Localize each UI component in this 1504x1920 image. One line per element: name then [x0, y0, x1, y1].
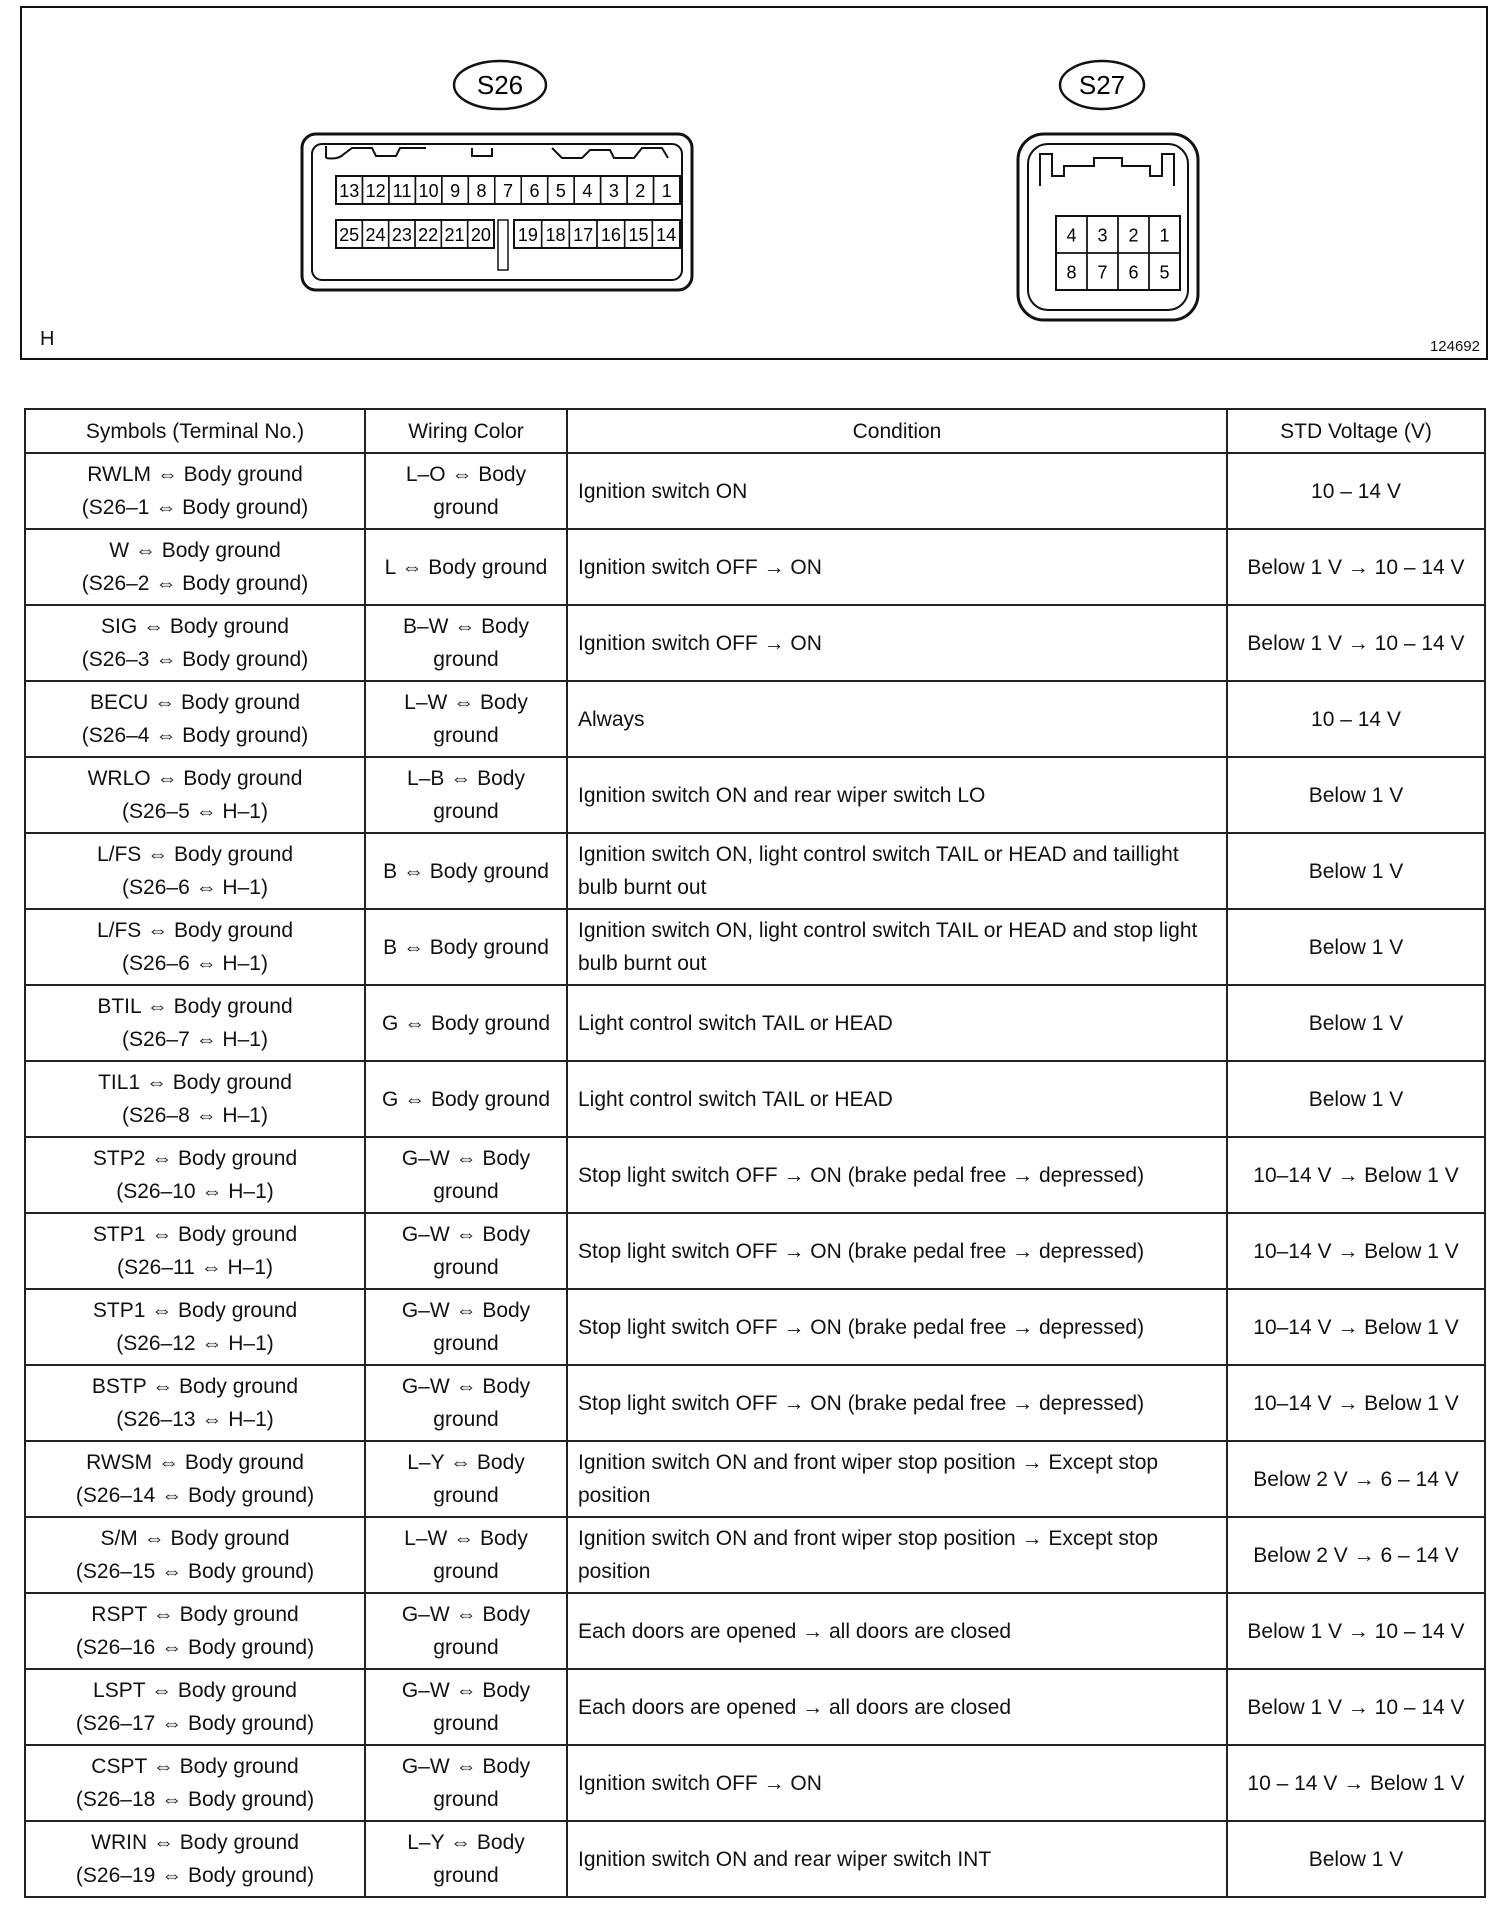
table-row: [25, 1745, 1485, 1821]
s26-pin: 7: [502, 181, 514, 201]
s27-pin: 5: [1159, 262, 1170, 283]
symbol-pair: STP2 ⇔ Body ground: [92, 1147, 298, 1170]
connector-drawing: [22, 8, 1486, 358]
symbols-cell: [25, 1669, 365, 1745]
wiring-color-line2: ground: [433, 1636, 499, 1659]
condition-cell: Ignition switch ON and front wiper stop position → Except stop position: [567, 1441, 1227, 1517]
s26-pin: 16: [600, 225, 621, 245]
symbols-cell: [25, 909, 365, 985]
std-voltage-cell: 10–14 V → Below 1 V: [1227, 1365, 1485, 1441]
condition-cell: Ignition switch ON and rear wiper switch INT: [567, 1821, 1227, 1897]
table-row: [25, 1137, 1485, 1213]
std-voltage-cell: Below 1 V: [1227, 757, 1485, 833]
condition-cell: Ignition switch ON and front wiper stop position → Except stop position: [567, 1517, 1227, 1593]
wiring-color-line1: G–W ⇔ Body: [401, 1375, 531, 1398]
s27-pin: 8: [1066, 262, 1077, 283]
wiring-color-line2: ground: [433, 496, 499, 519]
table-row: [25, 757, 1485, 833]
symbols-cell: [25, 1745, 365, 1821]
s26-pin: 1: [661, 181, 672, 201]
wiring-color-line1: B ⇔ Body ground: [383, 935, 549, 959]
s26-pin: 8: [476, 181, 487, 201]
s26-pin: 21: [444, 225, 465, 245]
symbol-pair: BECU ⇔ Body ground: [89, 691, 301, 714]
header-wiring-color: Wiring Color: [365, 409, 567, 453]
symbols-cell: [25, 1517, 365, 1593]
std-voltage-cell: Below 1 V → 10 – 14 V: [1227, 1669, 1485, 1745]
terminal-pair: (S26–16 ⇔ Body ground): [75, 1636, 315, 1659]
symbol-pair: L/FS ⇔ Body ground: [96, 843, 294, 866]
wiring-color-cell: [365, 1441, 567, 1517]
s27-label: S27: [1078, 70, 1126, 100]
table-row: [25, 1213, 1485, 1289]
condition-cell: Each doors are opened → all doors are closed: [567, 1669, 1227, 1745]
symbols-cell: [25, 681, 365, 757]
wiring-color-line1: L–Y ⇔ Body: [407, 1831, 525, 1854]
wiring-color-line2: ground: [433, 1256, 499, 1279]
s26-pin: 25: [339, 225, 360, 245]
condition-cell: Stop light switch OFF → ON (brake pedal free → depressed): [567, 1137, 1227, 1213]
symbols-cell: [25, 833, 365, 909]
wiring-color-line2: ground: [433, 1332, 499, 1355]
std-voltage-cell: 10 – 14 V: [1227, 453, 1485, 529]
wiring-color-cell: [365, 1137, 567, 1213]
table-row: [25, 529, 1485, 605]
table-body: [25, 453, 1485, 1897]
symbols-cell: [25, 1213, 365, 1289]
s26-connector: [302, 134, 692, 290]
header-symbols: Symbols (Terminal No.): [25, 409, 365, 453]
terminal-pair: (S26–10 ⇔ H–1): [116, 1180, 274, 1203]
std-voltage-cell: Below 1 V: [1227, 1061, 1485, 1137]
wiring-color-line1: L–W ⇔ Body: [404, 1527, 528, 1550]
wiring-color-line2: ground: [433, 1180, 499, 1203]
wiring-color-cell: [365, 1365, 567, 1441]
condition-cell: Stop light switch OFF → ON (brake pedal free → depressed): [567, 1365, 1227, 1441]
s27-pin: 7: [1097, 262, 1108, 283]
wiring-color-cell: [365, 833, 567, 909]
symbol-pair: BSTP ⇔ Body ground: [91, 1375, 299, 1398]
terminal-pair: (S26–14 ⇔ Body ground): [75, 1484, 315, 1507]
voltage-spec-table: [24, 408, 1486, 1898]
symbols-cell: [25, 1365, 365, 1441]
symbol-pair: RSPT ⇔ Body ground: [91, 1603, 299, 1626]
s26-pin: 14: [656, 225, 677, 245]
condition-cell: Each doors are opened → all doors are closed: [567, 1593, 1227, 1669]
terminal-pair: (S26–11 ⇔ H–1): [116, 1256, 274, 1279]
s26-pin: 24: [365, 225, 386, 245]
wiring-color-cell: [365, 681, 567, 757]
table-row: [25, 1441, 1485, 1517]
std-voltage-cell: Below 1 V: [1227, 1821, 1485, 1897]
wiring-color-line2: ground: [433, 1788, 499, 1811]
s26-pin: 19: [517, 225, 538, 245]
s26-pin: 18: [545, 225, 566, 245]
s26-pin: 9: [450, 181, 461, 201]
symbols-cell: [25, 1821, 365, 1897]
wiring-color-line2: ground: [433, 724, 499, 747]
table-header-row: [25, 409, 1485, 453]
wiring-color-line1: G–W ⇔ Body: [401, 1299, 531, 1322]
wiring-color-cell: [365, 453, 567, 529]
symbols-cell: [25, 1289, 365, 1365]
symbols-cell: [25, 1061, 365, 1137]
wiring-color-line2: ground: [433, 1560, 499, 1583]
wiring-color-cell: [365, 757, 567, 833]
header-condition: Condition: [567, 409, 1227, 453]
wiring-color-cell: [365, 1669, 567, 1745]
condition-cell: Ignition switch ON, light control switch TAIL or HEAD and taillight bulb burnt out: [567, 833, 1227, 909]
wiring-color-line1: B ⇔ Body ground: [383, 859, 549, 883]
wiring-color-line2: ground: [433, 800, 499, 823]
s26-pin: 6: [529, 181, 540, 201]
table-row: [25, 985, 1485, 1061]
wiring-color-cell: [365, 1593, 567, 1669]
condition-cell: Light control switch TAIL or HEAD: [567, 985, 1227, 1061]
condition-cell: Ignition switch OFF → ON: [567, 1745, 1227, 1821]
wiring-color-line2: ground: [433, 1864, 499, 1887]
table-row: [25, 1517, 1485, 1593]
symbols-cell: [25, 757, 365, 833]
wiring-color-line1: G–W ⇔ Body: [401, 1223, 531, 1246]
wiring-color-line1: G ⇔ Body ground: [381, 1011, 551, 1035]
symbol-pair: WRLO ⇔ Body ground: [87, 767, 303, 790]
table-row: [25, 605, 1485, 681]
symbol-pair: STP1 ⇔ Body ground: [92, 1223, 298, 1246]
condition-cell: Light control switch TAIL or HEAD: [567, 1061, 1227, 1137]
terminal-pair: (S26–6 ⇔ H–1): [122, 876, 268, 899]
std-voltage-cell: 10–14 V → Below 1 V: [1227, 1289, 1485, 1365]
std-voltage-cell: Below 1 V: [1227, 909, 1485, 985]
header-std-voltage: STD Voltage (V): [1227, 409, 1485, 453]
symbol-pair: LSPT ⇔ Body ground: [93, 1679, 297, 1702]
symbols-cell: [25, 985, 365, 1061]
s26-pin: 20: [470, 225, 491, 245]
symbol-pair: TIL1 ⇔ Body ground: [98, 1071, 292, 1094]
connector-diagram: [20, 6, 1488, 360]
terminal-pair: (S26–7 ⇔ H–1): [122, 1028, 268, 1051]
terminal-pair: (S26–2 ⇔ Body ground): [81, 572, 309, 595]
terminal-pair: (S26–3 ⇔ Body ground): [81, 648, 309, 671]
wiring-color-line2: ground: [433, 1712, 499, 1735]
s27-pin: 4: [1066, 225, 1077, 246]
s27-pin: 6: [1128, 262, 1139, 283]
table-row: [25, 1821, 1485, 1897]
table-row: [25, 453, 1485, 529]
table-row: [25, 681, 1485, 757]
terminal-pair: (S26–4 ⇔ Body ground): [81, 724, 309, 747]
symbol-pair: S/M ⇔ Body ground: [100, 1527, 290, 1550]
s26-label: S26: [476, 70, 524, 100]
std-voltage-cell: Below 1 V → 10 – 14 V: [1227, 605, 1485, 681]
std-voltage-cell: 10–14 V → Below 1 V: [1227, 1137, 1485, 1213]
condition-cell: Ignition switch ON and rear wiper switch LO: [567, 757, 1227, 833]
table-row: [25, 833, 1485, 909]
wiring-color-cell: [365, 1289, 567, 1365]
s27-pins: [1056, 216, 1180, 290]
std-voltage-cell: Below 1 V → 10 – 14 V: [1227, 1593, 1485, 1669]
symbol-pair: BTIL ⇔ Body ground: [97, 995, 293, 1018]
s26-pin: 2: [635, 181, 646, 201]
condition-cell: Stop light switch OFF → ON (brake pedal free → depressed): [567, 1289, 1227, 1365]
symbol-pair: RWLM ⇔ Body ground: [87, 463, 303, 486]
wiring-color-cell: [365, 1213, 567, 1289]
table-row: [25, 1593, 1485, 1669]
symbols-cell: [25, 605, 365, 681]
wiring-color-cell: [365, 909, 567, 985]
terminal-pair: (S26–18 ⇔ Body ground): [75, 1788, 315, 1811]
symbols-cell: [25, 1137, 365, 1213]
terminal-pair: (S26–8 ⇔ H–1): [122, 1104, 268, 1127]
symbol-pair: SIG ⇔ Body ground: [101, 615, 289, 638]
wiring-color-line1: L–B ⇔ Body: [407, 767, 525, 790]
s26-pin: 3: [608, 181, 619, 201]
wiring-color-cell: [365, 1821, 567, 1897]
terminal-pair: (S26–1 ⇔ Body ground): [81, 496, 309, 519]
wiring-color-line1: G ⇔ Body ground: [381, 1087, 551, 1111]
wiring-color-line2: ground: [433, 1408, 499, 1431]
condition-cell: Always: [567, 681, 1227, 757]
std-voltage-cell: Below 1 V: [1227, 985, 1485, 1061]
wiring-color-line1: L–Y ⇔ Body: [407, 1451, 525, 1474]
condition-cell: Ignition switch ON, light control switch TAIL or HEAD and stop light bulb burnt out: [567, 909, 1227, 985]
wiring-color-cell: [365, 529, 567, 605]
s26-pin: 22: [418, 225, 439, 245]
symbol-pair: CSPT ⇔ Body ground: [91, 1755, 299, 1778]
s26-pin: 13: [339, 181, 360, 201]
s27-pin: 3: [1097, 225, 1108, 246]
s26-pin: 5: [555, 181, 566, 201]
wiring-color-line1: B–W ⇔ Body: [402, 615, 530, 638]
symbol-pair: L/FS ⇔ Body ground: [96, 919, 294, 942]
table-row: [25, 1289, 1485, 1365]
wiring-color-line1: G–W ⇔ Body: [401, 1603, 531, 1626]
symbol-pair: WRIN ⇔ Body ground: [91, 1831, 299, 1854]
symbol-pair: RWSM ⇔ Body ground: [86, 1451, 304, 1474]
s26-pin: 11: [392, 181, 412, 201]
figure-code: 124692: [1429, 338, 1480, 355]
symbols-cell: [25, 1441, 365, 1517]
symbols-cell: [25, 1593, 365, 1669]
s26-pin: 23: [391, 225, 412, 245]
wiring-color-line1: L ⇔ Body ground: [384, 555, 548, 579]
symbols-cell: [25, 453, 365, 529]
std-voltage-cell: Below 1 V: [1227, 833, 1485, 909]
terminal-pair: (S26–6 ⇔ H–1): [122, 952, 268, 975]
s27-pin: 1: [1159, 225, 1170, 246]
wiring-color-line1: G–W ⇔ Body: [401, 1679, 531, 1702]
wiring-color-line1: G–W ⇔ Body: [401, 1755, 531, 1778]
condition-cell: Stop light switch OFF → ON (brake pedal free → depressed): [567, 1213, 1227, 1289]
symbols-cell: [25, 529, 365, 605]
wiring-color-cell: [365, 1745, 567, 1821]
std-voltage-cell: Below 2 V → 6 – 14 V: [1227, 1441, 1485, 1517]
std-voltage-cell: Below 2 V → 6 – 14 V: [1227, 1517, 1485, 1593]
wiring-color-line1: L–O ⇔ Body: [405, 463, 527, 486]
wiring-color-cell: [365, 985, 567, 1061]
std-voltage-cell: Below 1 V → 10 – 14 V: [1227, 529, 1485, 605]
wiring-color-line2: ground: [433, 648, 499, 671]
wiring-color-line1: L–W ⇔ Body: [404, 691, 528, 714]
std-voltage-cell: 10 – 14 V → Below 1 V: [1227, 1745, 1485, 1821]
terminal-pair: (S26–15 ⇔ Body ground): [75, 1560, 315, 1583]
s26-pin: 12: [365, 181, 386, 201]
condition-cell: Ignition switch ON: [567, 453, 1227, 529]
wiring-color-line1: G–W ⇔ Body: [401, 1147, 531, 1170]
s26-pin: 15: [628, 225, 649, 245]
terminal-pair: (S26–19 ⇔ Body ground): [75, 1864, 315, 1887]
s27-connector: [1018, 134, 1198, 320]
s27-pin: 2: [1128, 225, 1139, 246]
condition-cell: Ignition switch OFF → ON: [567, 529, 1227, 605]
table-row: [25, 1365, 1485, 1441]
terminal-pair: (S26–13 ⇔ H–1): [116, 1408, 274, 1431]
s26-pin: 17: [573, 225, 594, 245]
wiring-color-cell: [365, 1061, 567, 1137]
wiring-color-cell: [365, 1517, 567, 1593]
s26-pin: 4: [582, 181, 593, 201]
table-row: [25, 1061, 1485, 1137]
std-voltage-cell: 10–14 V → Below 1 V: [1227, 1213, 1485, 1289]
table-row: [25, 1669, 1485, 1745]
wiring-color-line2: ground: [433, 1484, 499, 1507]
table-row: [25, 909, 1485, 985]
terminal-pair: (S26–17 ⇔ Body ground): [75, 1712, 315, 1735]
symbol-pair: W ⇔ Body ground: [109, 539, 281, 562]
std-voltage-cell: 10 – 14 V: [1227, 681, 1485, 757]
s26-pin: 10: [418, 181, 439, 201]
diagram-corner-label: H: [40, 328, 55, 350]
condition-cell: Ignition switch OFF → ON: [567, 605, 1227, 681]
terminal-pair: (S26–5 ⇔ H–1): [122, 800, 268, 823]
symbol-pair: STP1 ⇔ Body ground: [92, 1299, 298, 1322]
terminal-pair: (S26–12 ⇔ H–1): [116, 1332, 274, 1355]
wiring-color-cell: [365, 605, 567, 681]
